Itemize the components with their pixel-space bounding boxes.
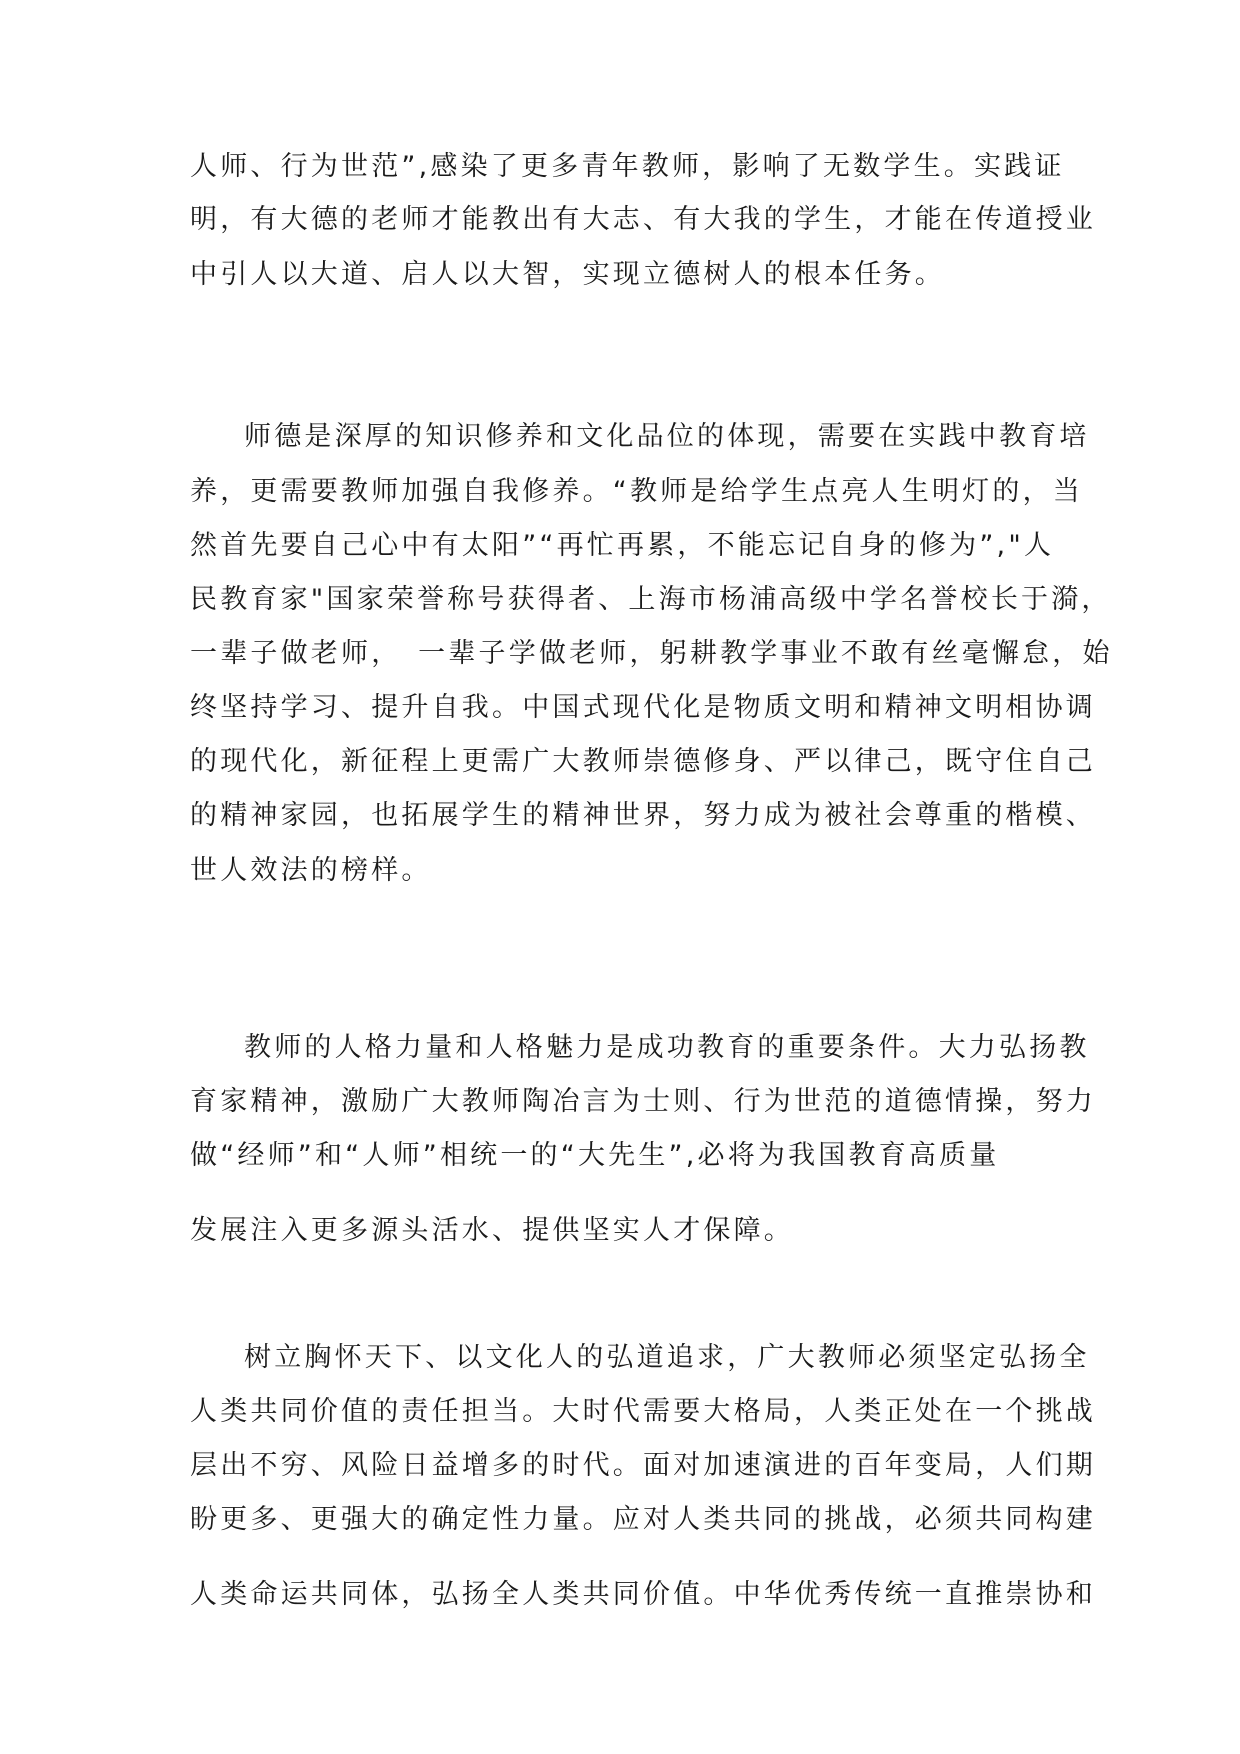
- p4-line-2: 人类共同价值的责任担当。大时代需要大格局，人类正处在一个挑战: [190, 1396, 1096, 1427]
- p3-line-3: 做“经师”和“人师”相统一的“大先生”,必将为我国教育高质量: [190, 1140, 1000, 1171]
- p2-line-1: 师德是深厚的知识修养和文化品位的体现，需要在实践中教育培: [244, 421, 1090, 452]
- p2-line-9: 世人效法的榜样。: [190, 855, 432, 886]
- p2-line-4: 民教育家"国家荣誉称号获得者、上海市杨浦高级中学名誉校长于漪，: [190, 584, 1112, 615]
- p2-line-7: 的现代化，新征程上更需广大教师崇德修身、严以律己，既守住自己: [190, 746, 1096, 777]
- p3-line-1: 教师的人格力量和人格魅力是成功教育的重要条件。大力弘扬教: [244, 1032, 1090, 1063]
- p4-line-4: 盼更多、更强大的确定性力量。应对人类共同的挑战，必须共同构建: [190, 1504, 1096, 1535]
- p4-line-3: 层出不穷、风险日益增多的时代。面对加速演进的百年变局，人们期: [190, 1450, 1096, 1481]
- p3-line-4: 发展注入更多源头活水、提供坚实人才保障。: [190, 1215, 794, 1246]
- p1-line-3: 中引人以大道、启人以大智，实现立德树人的根本任务。: [190, 259, 945, 290]
- p2-line-8: 的精神家园，也拓展学生的精神世界，努力成为被社会尊重的楷模、: [190, 800, 1096, 831]
- p4-line-1: 树立胸怀天下、以文化人的弘道追求，广大教师必须坚定弘扬全: [244, 1342, 1090, 1373]
- p2-line-3: 然首先要自己心中有太阳”“再忙再累，不能忘记自身的修为”,"人: [190, 530, 1055, 561]
- p2-line-5: 一辈子做老师， 一辈子学做老师，躬耕教学事业不敢有丝毫懈怠，始: [190, 638, 1113, 669]
- p3-line-2: 育家精神，激励广大教师陶冶言为士则、行为世范的道德情操，努力: [190, 1086, 1096, 1117]
- p1-line-2: 明，有大德的老师才能教出有大志、有大我的学生，才能在传道授业: [190, 204, 1096, 235]
- p1-line-1: 人师、行为世范”,感染了更多青年教师，影响了无数学生。实践证: [190, 151, 1065, 182]
- p2-line-6: 终坚持学习、提升自我。中国式现代化是物质文明和精神文明相协调: [190, 692, 1096, 723]
- p2-line-2: 养，更需要教师加强自我修养。“教师是给学生点亮人生明灯的，当: [190, 476, 1083, 507]
- p4-line-5: 人类命运共同体，弘扬全人类共同价值。中华优秀传统一直推崇协和: [190, 1579, 1096, 1610]
